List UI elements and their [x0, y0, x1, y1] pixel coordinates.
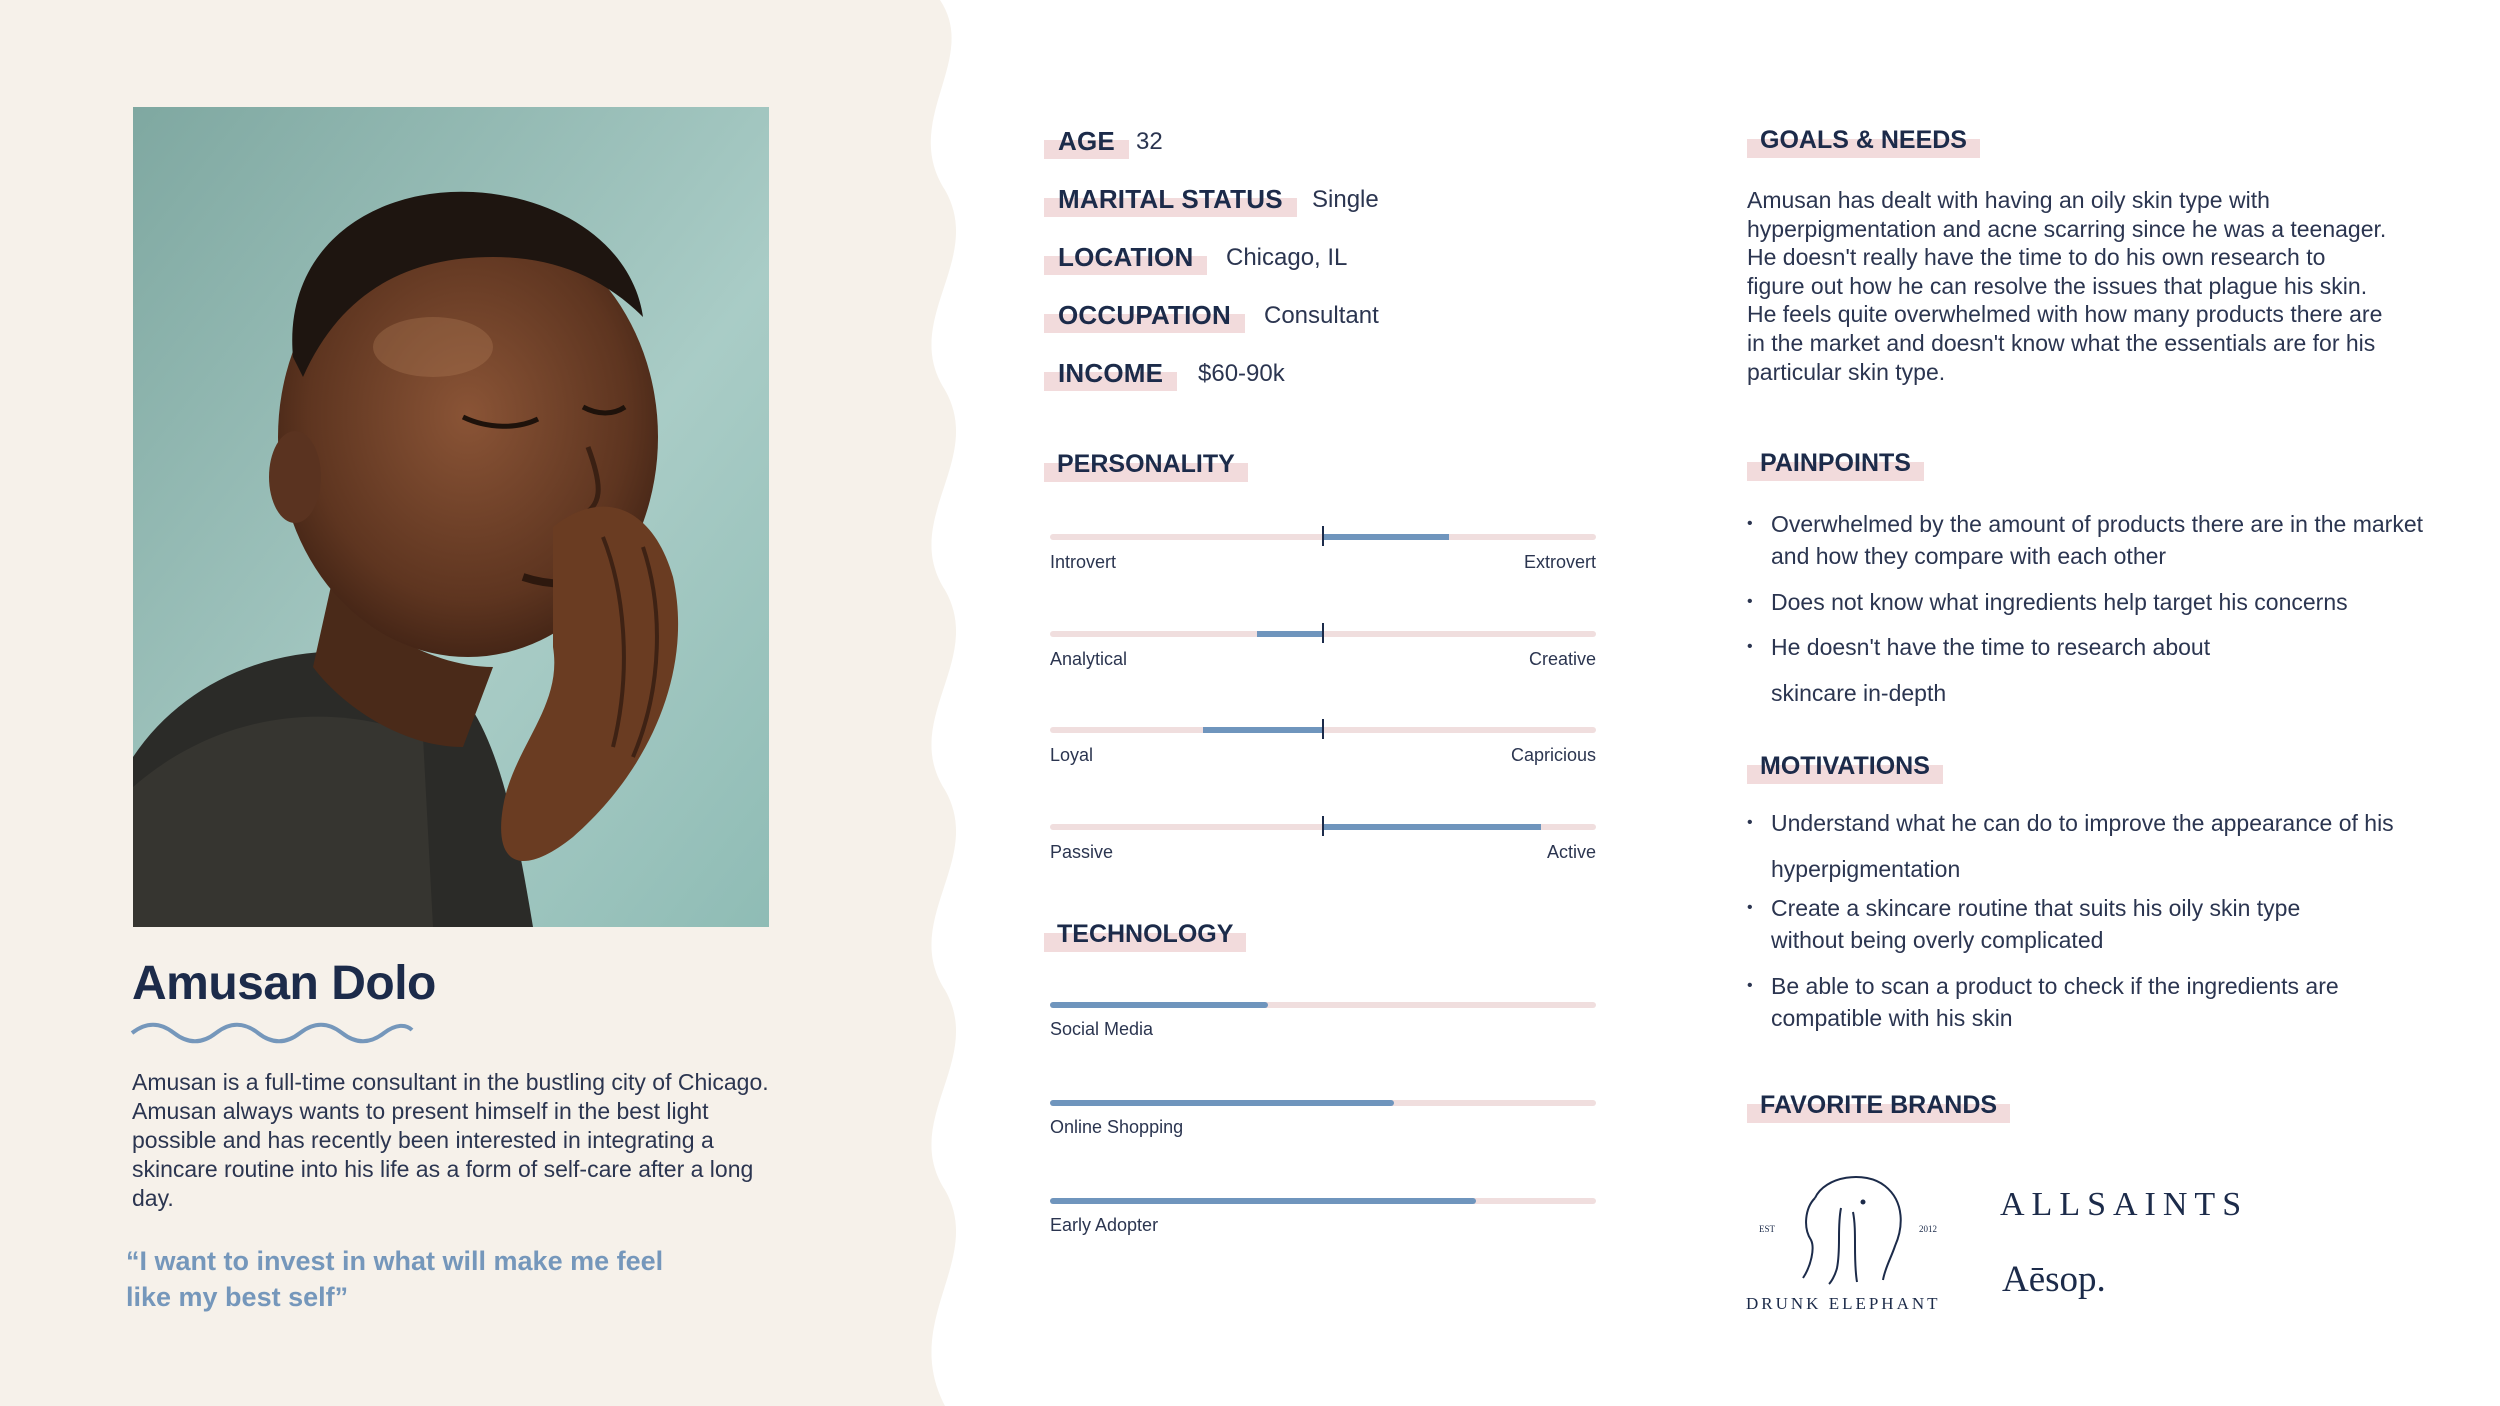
motivations-title: MOTIVATIONS [1747, 752, 1943, 784]
tech-label: Social Media [1050, 1019, 1154, 1039]
slider-label-right: Active [1546, 842, 1596, 862]
motivations-list [1747, 800, 2427, 1034]
painpoint-item: • Does not know what ingredients help target his concerns [1747, 586, 2427, 618]
painpoint-item: • Overwhelmed by the amount of products there are in the market and how they compare with each other [1747, 508, 2427, 572]
persona-name: Amusan Dolo [132, 957, 436, 1010]
drunk-elephant-logo [1745, 1168, 1955, 1288]
brand-drunk-elephant: DRUNK ELEPHANT [1746, 1294, 1941, 1313]
personality-slider-loyal-capricious [1050, 721, 1596, 781]
personality-slider-analytical-creative [1050, 625, 1596, 685]
detail-label-income: INCOME [1044, 358, 1177, 391]
slider-midpoint [1322, 623, 1324, 643]
detail-value-age: 32 [1136, 128, 1163, 155]
tech-bar-early-adopter [1050, 1198, 1596, 1258]
goals-title: GOALS & NEEDS [1747, 126, 1980, 158]
detail-label-occupation: OCCUPATION [1044, 300, 1245, 333]
slider-label-left: Analytical [1050, 649, 1128, 669]
slider-label-right: Extrovert [1523, 552, 1596, 572]
detail-value-location: Chicago, IL [1226, 244, 1348, 271]
slider-fill [1257, 631, 1323, 637]
tech-bar-social-media [1050, 1002, 1596, 1062]
personality-title: PERSONALITY [1044, 450, 1248, 482]
slider-fill [1323, 534, 1449, 540]
slider-fill [1203, 727, 1323, 733]
drunk-elephant-year: 2012 [1919, 1224, 1937, 1234]
slider-label-right: Capricious [1510, 745, 1596, 765]
drunk-elephant-est: EST [1759, 1224, 1776, 1234]
detail-label-age: AGE [1044, 126, 1129, 159]
detail-label-location: LOCATION [1044, 242, 1207, 275]
detail-value-occupation: Consultant [1264, 302, 1379, 329]
detail-value-income: $60-90k [1198, 360, 1285, 387]
slider-label-right: Creative [1528, 649, 1596, 669]
tech-bar-online-shopping [1050, 1100, 1596, 1160]
painpoints-list [1747, 508, 2427, 716]
persona-bio: Amusan is a full-time consultant in the bustling city of Chicago. Amusan always wants to present himself in the best light possible and has recently been interested in integrating a skincare routine into his life as a form of self-care after a long day. [132, 1069, 769, 1211]
painpoint-item: • He doesn't have the time to research about skincare in-depth [1747, 624, 2271, 716]
slider-label-left: Passive [1050, 842, 1114, 862]
painpoints-title: PAINPOINTS [1747, 449, 1924, 481]
detail-label-marital-status: MARITAL STATUS [1044, 184, 1297, 217]
tech-fill [1050, 1002, 1268, 1008]
slider-midpoint [1322, 719, 1324, 739]
brand-allsaints: ALLSAINTS [2000, 1186, 2249, 1223]
tech-fill [1050, 1198, 1476, 1204]
slider-label-left: Loyal [1050, 745, 1094, 765]
detail-value-marital-status: Single [1312, 186, 1379, 213]
tech-label: Online Shopping [1050, 1117, 1184, 1137]
slider-midpoint [1322, 526, 1324, 546]
persona-photo [133, 107, 769, 927]
favorite-brands-title: FAVORITE BRANDS [1747, 1091, 2010, 1123]
persona-quote: “I want to invest in what will make me feel like my best self” [126, 1246, 664, 1312]
motivation-item: • Be able to scan a product to check if the ingredients are compatible with his skin [1747, 970, 2411, 1034]
motivation-item: • Create a skincare routine that suits his oily skin type without being overly complicated [1747, 892, 2371, 956]
goals-text: Amusan has dealt with having an oily skin type with hyperpigmentation and acne scarring since he was a teenager. He doesn't really have the time to do his own research to figure out how he can resolve the issues that plague his skin. He feels quite overwhelmed with how many products there are in the market and doesn't know what the essentials are for his particular skin type. [1747, 187, 2387, 385]
personality-slider-introvert-extrovert [1050, 528, 1596, 588]
slider-fill [1323, 824, 1541, 830]
personality-slider-passive-active [1050, 818, 1596, 878]
motivation-item: • Understand what he can do to improve the appearance of his hyperpigmentation [1747, 800, 2431, 892]
slider-label-left: Introvert [1050, 552, 1117, 572]
brand-aesop: Aēsop. [2002, 1259, 2106, 1300]
tech-label: Early Adopter [1050, 1215, 1159, 1235]
tech-fill [1050, 1100, 1394, 1106]
slider-midpoint [1322, 816, 1324, 836]
technology-title: TECHNOLOGY [1044, 920, 1246, 952]
wave-divider [130, 1022, 414, 1044]
